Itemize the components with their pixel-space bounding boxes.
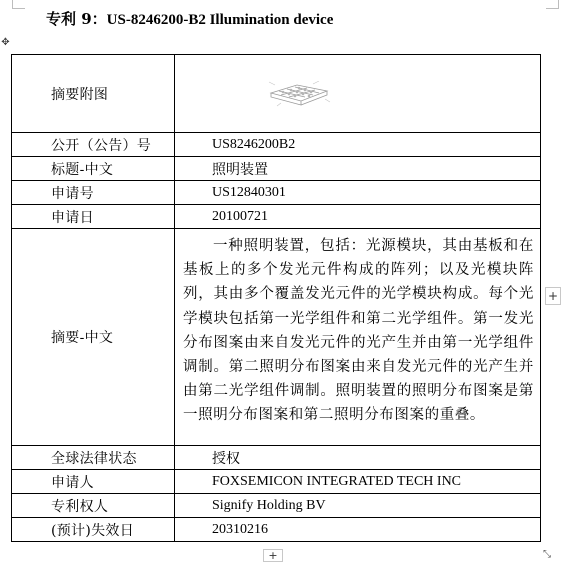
- row-value-expiry-date: 20310216: [175, 518, 541, 542]
- heading-prefix: 专利 9：: [46, 10, 107, 28]
- table-row: [12, 446, 541, 470]
- row-label: 申请日: [12, 205, 175, 229]
- table-row: [12, 133, 541, 157]
- heading-patent-title: US-8246200-B2 Illumination device: [106, 12, 334, 28]
- abstract-figure-image: [267, 81, 331, 107]
- table-row: [12, 494, 541, 518]
- table-row-figure: [12, 55, 541, 133]
- row-value-application-date: 20100721: [175, 205, 541, 229]
- table-resize-handle-icon[interactable]: ⤡: [543, 549, 551, 560]
- table-row: [12, 470, 541, 494]
- row-label: 申请号: [12, 181, 175, 205]
- row-value-title-chinese: 照明装置: [175, 157, 541, 181]
- table-row-abstract: [12, 229, 541, 446]
- abstract-figure-cell: [175, 55, 541, 133]
- patent-heading: [46, 8, 333, 29]
- row-label: 专利权人: [12, 494, 175, 518]
- page-corner-mark-left: [12, 0, 25, 9]
- row-label: 标题-中文: [12, 157, 175, 181]
- patent-info-table: [11, 54, 541, 542]
- row-value-application-number: US12840301: [175, 181, 541, 205]
- row-value-legal-status: 授权: [175, 446, 541, 470]
- table-row: [12, 205, 541, 229]
- row-label: (预计)失效日: [12, 518, 175, 542]
- abstract-cell: [175, 229, 541, 446]
- table-row: [12, 181, 541, 205]
- row-value-publication-number: US8246200B2: [175, 133, 541, 157]
- abstract-text: 一种照明装置，包括：光源模块，其由基板和在基板上的多个发光元件构成的阵列；以及光模块阵列，其由多个覆盖发光元件的光学模块构成。每个光学模块包括第一光学组件和第二光学组件。第一发光分布图案由来自发光元件的光产生并由第一光学组件调制。第二照明分布图案由来自发光元件的光产生并由第二光学组件调制。照明装置的照明分布图案是第一照明分布图案和第二照明分布图案的重叠。: [183, 238, 534, 424]
- add-column-button[interactable]: +: [545, 287, 561, 305]
- table-move-handle-icon[interactable]: ✥: [1, 37, 10, 48]
- figure-label: 摘要附图: [12, 55, 175, 133]
- abstract-label: 摘要-中文: [12, 229, 175, 446]
- row-value-patentee: Signify Holding BV: [175, 494, 541, 518]
- page-corner-mark-right: [546, 0, 559, 9]
- add-row-button[interactable]: +: [263, 549, 283, 562]
- row-label: 公开（公告）号: [12, 133, 175, 157]
- row-label: 申请人: [12, 470, 175, 494]
- row-value-applicant: FOXSEMICON INTEGRATED TECH INC: [175, 470, 541, 494]
- table-row: [12, 157, 541, 181]
- row-label: 全球法律状态: [12, 446, 175, 470]
- table-row: [12, 518, 541, 542]
